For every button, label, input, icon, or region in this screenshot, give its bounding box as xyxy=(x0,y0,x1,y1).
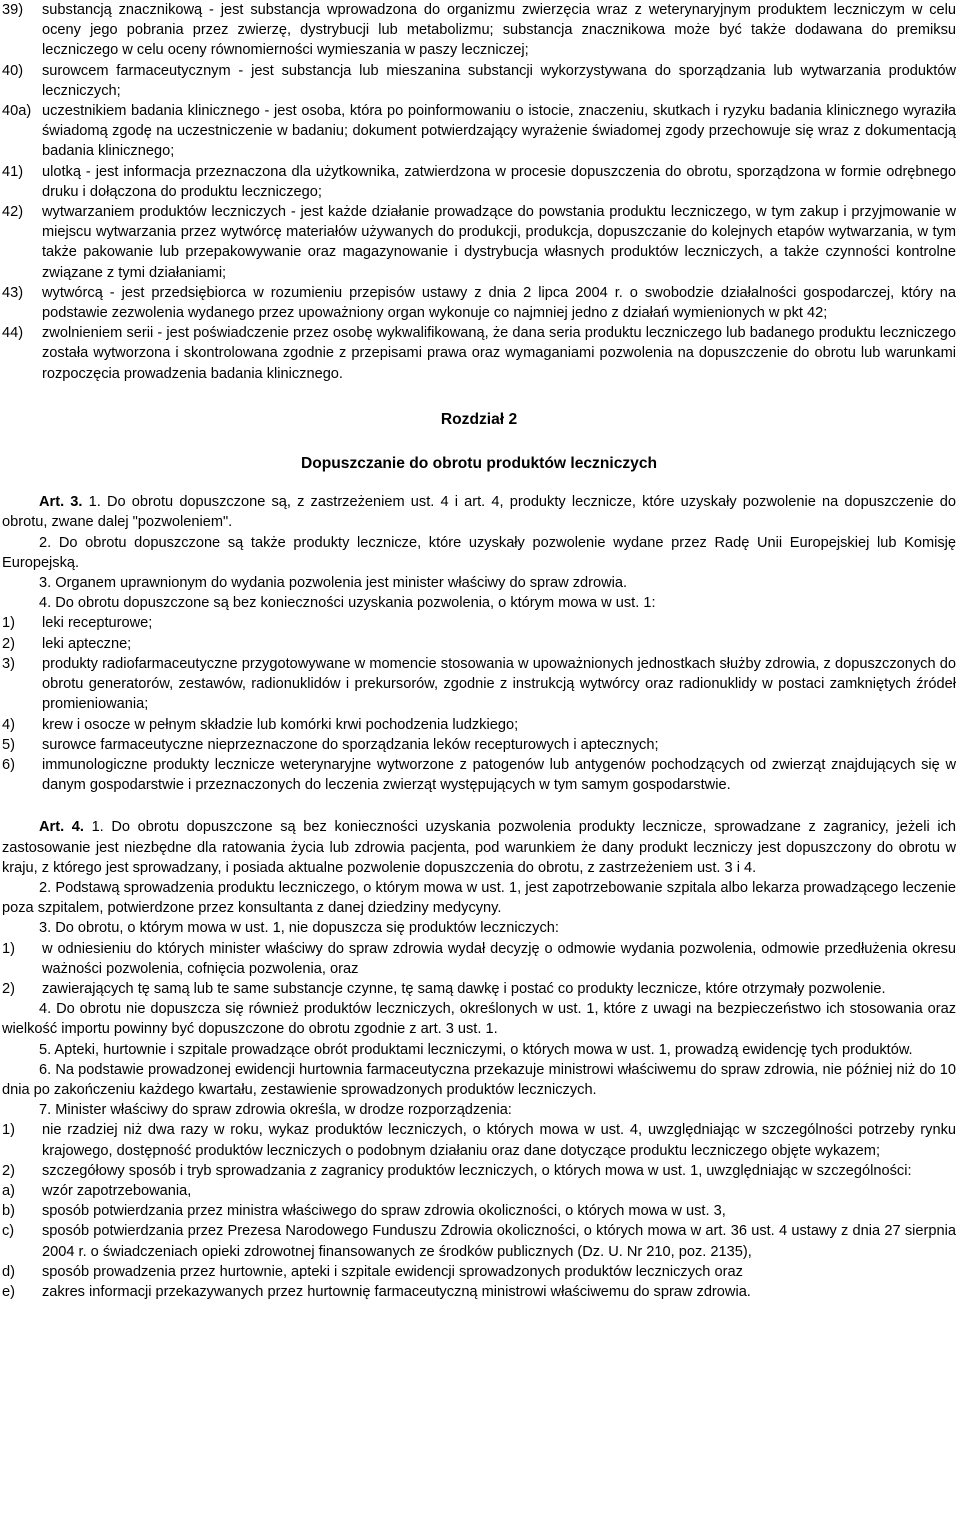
paragraph: 3. Organem uprawnionym do wydania pozwolenia jest minister właściwy do spraw zdrowia. xyxy=(39,575,628,592)
list-item: 2) leki apteczne; xyxy=(2,635,132,652)
paragraph: 2. Do obrotu dopuszczone są także produkty lecznicze, które uzyskały pozwolenie wydane przez Radę Unii Europejskiej lub Komisję Europejską. xyxy=(2,534,956,571)
sub-item: e) zakres informacji przekazywanych przez hurtownię farmaceutyczną ministrowi właściwemu do spraw zdrowia. xyxy=(2,1283,751,1300)
paragraph: Art. 3. 1. Do obrotu dopuszczone są, z zastrzeżeniem ust. 4 i art. 4, produkty lecznicze, które uzyskały pozwolenie na dopuszczenie do obrotu, zwane dalej "pozwoleniem". xyxy=(2,494,957,531)
list-item: 1) leki recepturowe; xyxy=(2,615,153,632)
list-item: 3) produkty radiofarmaceutyczne przygotowywane w momencie stosowania w upoważnionych jednostkach służby zdrowia, z dopuszczonych do obrotu generatorów, zestawów, radionuklidów i prekursorów, zgodnie z instrukcją wytwórcy oraz radionuklidy w postaci zamkniętych źródeł promieniowania; xyxy=(2,655,956,713)
paragraph: 7. Minister właściwy do spraw zdrowia określa, w drodze rozporządzenia: xyxy=(39,1102,512,1119)
list-item: 5) surowce farmaceutyczne nieprzeznaczone do sporządzania leków recepturowych i aptecznych; xyxy=(2,736,659,753)
sub-item: c) sposób potwierdzania przez Prezesa Narodowego Funduszu Zdrowia okoliczności, o których mowa w art. 36 ust. 4 ustawy z dnia 27 sierpnia 2004 r. o świadczeniach opieki zdrowotnej finansowanych ze środków publicznych (Dz. U. Nr 210, poz. 2135), xyxy=(2,1223,956,1260)
list-item: 42) wytwarzaniem produktów leczniczych - jest każde działanie prowadzące do powstania produktu leczniczego, w tym zakup i przyjmowanie w miejscu wytwarzania przez wytwórcę materiałów używanych do produkcji, produkcja, dopuszczanie do kolejnych etapów wytwarzania, w tym także pakowanie lub przepakowywanie oraz magazynowanie i dystrybucja własnych produktów leczniczych, a także czynności kontrolne związane z tymi działaniami; xyxy=(2,204,956,281)
list-item: 2) szczegółowy sposób i tryb sprowadzania z zagranicy produktów leczniczych, o których mowa w ust. 1, uwzględniając w szczególności: xyxy=(2,1162,912,1179)
paragraph: 2. Podstawą sprowadzenia produktu leczniczego, o którym mowa w ust. 1, jest zapotrzebowanie szpitala albo lekarza prowadzącego leczenie poza szpitalem, potwierdzone przez konsultanta z danej dziedziny medycyny. xyxy=(2,879,956,917)
paragraph: 6. Na podstawie prowadzonej ewidencji hurtownia farmaceutyczna przekazuje ministrowi właściwemu do spraw zdrowia, nie później niż do 10 dnia po zakończeniu każdego kwartału, zestawienie sprowadzonych produktów leczniczych. xyxy=(2,1061,956,1098)
article-label: Art. 3. xyxy=(39,494,83,511)
list-item: 6) immunologiczne produkty lecznicze weterynaryjne wytworzone z patogenów lub antygenów pochodzących od zwierząt znajdujących się w danym gospodarstwie i przeznaczonych do leczenia zwierząt występujących w tym samym gospodarstwie. xyxy=(2,756,956,794)
list-item: 4) krew i osocze w pełnym składzie lub komórki krwi pochodzenia ludzkiego; xyxy=(2,716,519,733)
article-4 xyxy=(2,817,956,1302)
list-item: 1) w odniesieniu do których minister właściwy do spraw zdrowia wydał decyzję o odmowie wydania pozwolenia, odmowie przedłużenia okresu ważności pozwolenia, cofnięcia pozwolenia, oraz xyxy=(2,940,956,977)
chapter-title: Dopuszczanie do obrotu produktów leczniczych xyxy=(300,455,658,473)
article-label: Art. 4. xyxy=(39,819,84,836)
list-item: 41) ulotką - jest informacja przeznaczona dla użytkownika, zatwierdzona w procesie dopuszczenia do obrotu, sporządzona w formie odrębnego druku i dołączona do produktu leczniczego; xyxy=(2,163,956,200)
chapter-number: Rozdział 2 xyxy=(440,410,518,428)
article-3 xyxy=(2,492,956,795)
paragraph: Art. 4. 1. Do obrotu dopuszczone są bez konieczności uzyskania pozwolenia produkty lecznicze, sprowadzane z zagranicy, jeżeli ich zastosowanie jest niezbędne dla ratowania życia lub zdrowia pacjenta, pod warunkiem że dany produkt leczniczy jest dopuszczony do obrotu w kraju, z którego jest sprowadzany, i posiada aktualne pozwolenie dopuszczenia do obrotu, z zastrzeżeniem ust. 3 i 4. xyxy=(2,819,956,876)
list-item: 43) wytwórcą - jest przedsiębiorca w rozumieniu przepisów ustawy z dnia 2 lipca 2004 r. o swobodzie działalności gospodarczej, który na podstawie zezwolenia wydanego przez upoważniony organ wykonuje co najmniej jedno z działań wymienionych w pkt 42; xyxy=(2,284,956,322)
paragraph: 4. Do obrotu nie dopuszcza się również produktów leczniczych, określonych w ust. 1, które z uwagi na bezpieczeństwo ich stosowania oraz wielkość importu powinny być dopuszczone do obrotu zgodnie z art. 3 ust. 1. xyxy=(2,1001,956,1038)
list-item: 2) zawierających tę samą lub te same substancje czynne, tę samą dawkę i postać co produkty lecznicze, które otrzymały pozwolenie. xyxy=(2,980,886,997)
sub-item: d) sposób prowadzenia przez hurtownie, apteki i szpitale ewidencji sprowadzonych produktów leczniczych oraz xyxy=(2,1263,743,1280)
paragraph: 4. Do obrotu dopuszczone są bez konieczności uzyskania pozwolenia, o którym mowa w ust. 1: xyxy=(39,595,656,612)
list-item: 40) surowcem farmaceutycznym - jest substancja lub mieszanina substancji wykorzystywana do sporządzania lub wytwarzania produktów leczniczych; xyxy=(2,62,956,99)
sub-item: b) sposób potwierdzania przez ministra właściwego do spraw zdrowia okoliczności, o których mowa w ust. 3, xyxy=(2,1203,726,1220)
sub-item: a) wzór zapotrzebowania, xyxy=(2,1182,192,1199)
list-item: 44) zwolnieniem serii - jest poświadczenie przez osobę wykwalifikowaną, że dana seria produktu leczniczego lub badanego produktu leczniczego została wytworzona i skontrolowana zgodnie z przepisami prawa oraz wymaganiami pozwolenia na dopuszczenie do obrotu lub warunkami rozpoczęcia prowadzenia badania klinicznego. xyxy=(2,325,956,382)
paragraph: 5. Apteki, hurtownie i szpitale prowadzące obrót produktami leczniczymi, o których mowa w ust. 1, prowadzą ewidencję tych produktów. xyxy=(39,1041,913,1058)
paragraph: 3. Do obrotu, o którym mowa w ust. 1, nie dopuszcza się produktów leczniczych: xyxy=(39,920,559,937)
list-item: 40a) uczestnikiem badania klinicznego - jest osoba, która po poinformowaniu o istocie, znaczeniu, skutkach i ryzyku badania klinicznego wyraziła świadomą zgodę na uczestniczenie w badaniu; dokument potwierdzający wyrażenie świadomej zgody przechowuje się wraz z dokumentacją badania klinicznego; xyxy=(2,103,956,160)
list-item: 1) nie rzadziej niż dwa razy w roku, wykaz produktów leczniczych, o których mowa w ust. 4, uwzględniając w szczególności potrzeby rynku krajowego, dostępność produktów leczniczych o podobnym działaniu oraz dane dotyczące produktu leczniczego objęte wykazem; xyxy=(2,1122,956,1159)
list-item: 39) substancją znacznikową - jest substancja wprowadzona do organizmu zwierzęcia wraz z weterynaryjnym produktem leczniczym w celu oceny jego pobrania przez zwierzę, dystrybucji lub metabolizmu; substancja znacznikowa może być także dodawana do premiksu leczniczego w celu oceny równomierności wymieszania w paszy leczniczej; xyxy=(2,2,956,59)
definitions-list xyxy=(2,0,956,384)
